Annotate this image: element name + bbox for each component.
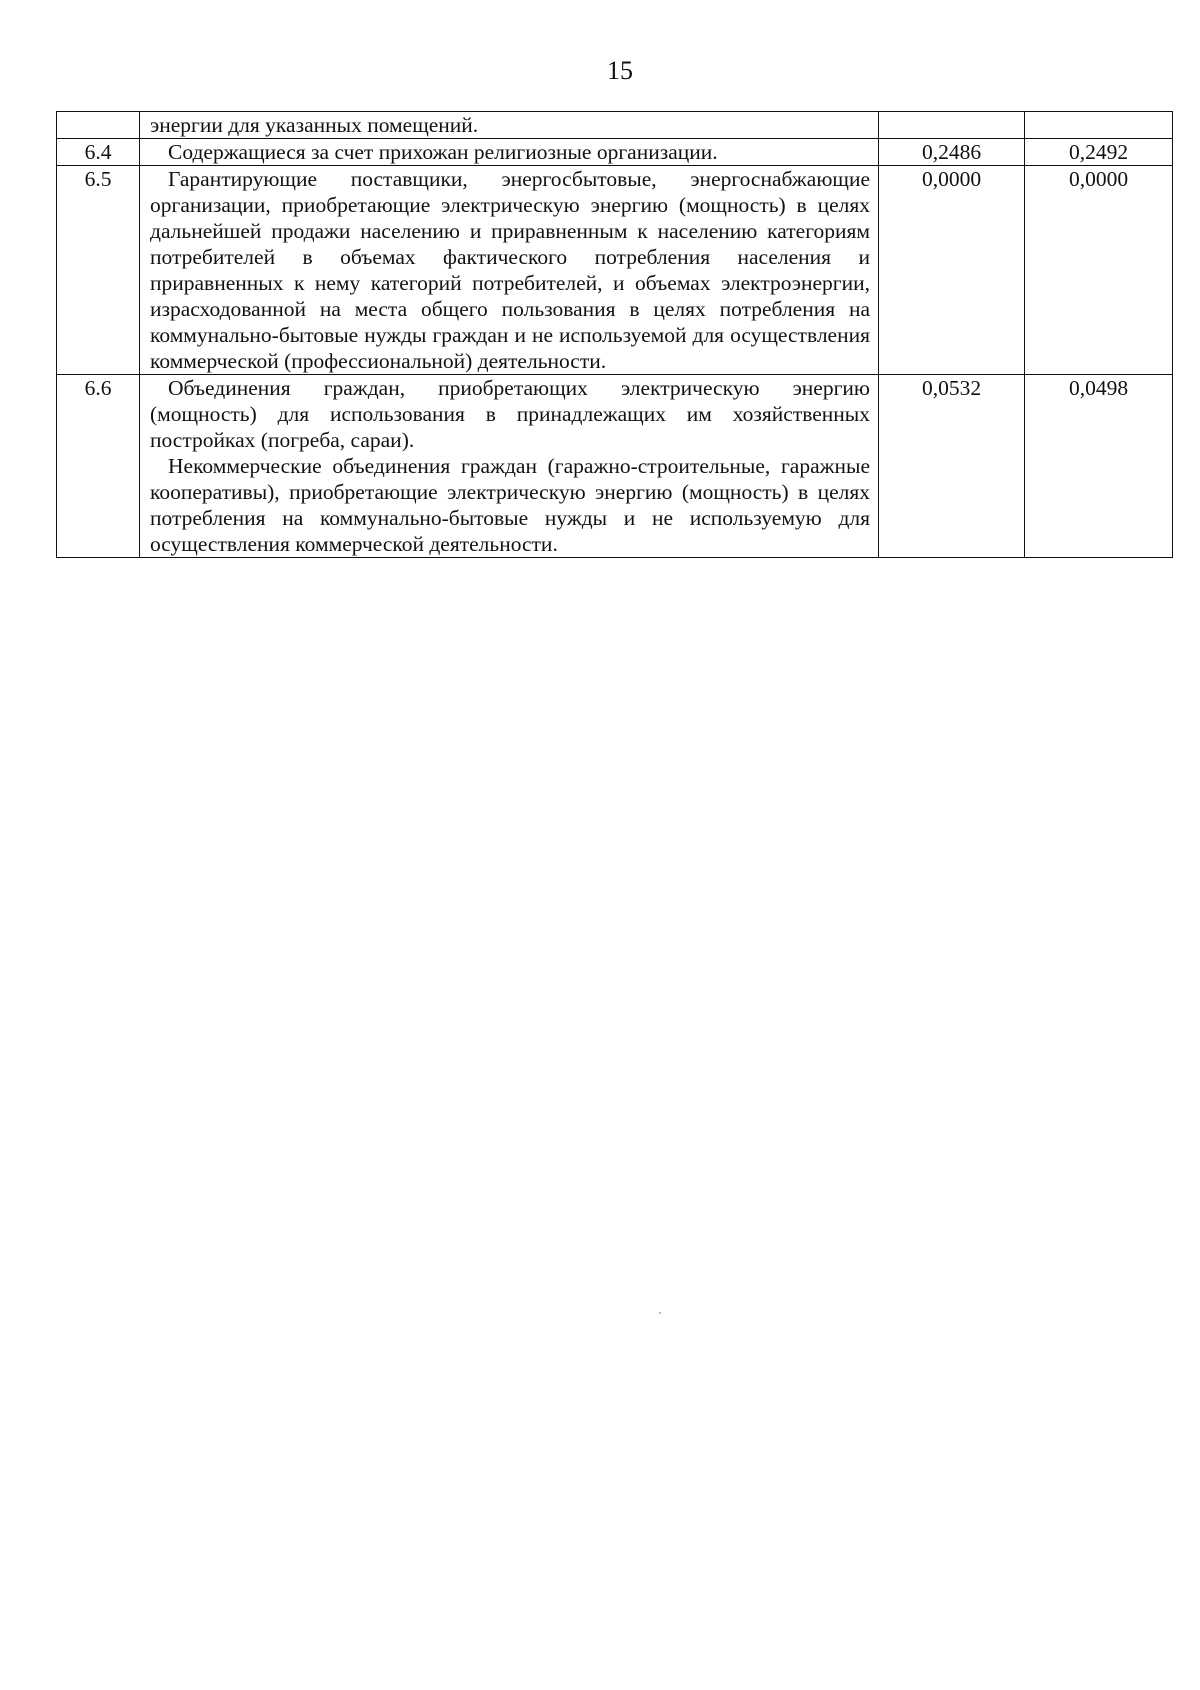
row-value-2: 0,0000: [1025, 166, 1173, 375]
row-value-1: 0,0532: [879, 375, 1025, 558]
row-description: [140, 375, 879, 558]
row-number: 6.4: [57, 139, 140, 166]
row-description: [140, 112, 879, 139]
row-value-1: [879, 112, 1025, 139]
table-row: [57, 112, 1173, 139]
description-paragraph: энергии для указанных помещений.: [150, 113, 479, 137]
description-paragraph: Гарантирующие поставщики, энергосбытовые, энергоснабжающие организации, приобретающие электрическую энергию (мощность) в целях дальнейшей продажи населению и приравненным к населению категориям потребителей в объемах фактического потребления населения и приравненных к нему категорий потребителей, и объемах электроэнергии, израсходованной на места общего пользования в целях потребления на коммунально-бытовые нужды граждан и не используемой для осуществления коммерческой (профессиональной) деятельности.: [150, 167, 870, 373]
row-value-1: 0,2486: [879, 139, 1025, 166]
table-row: [57, 375, 1173, 558]
row-value-1: 0,0000: [879, 166, 1025, 375]
table-row: [57, 139, 1173, 166]
row-number: 6.6: [57, 375, 140, 558]
table-row: [57, 166, 1173, 375]
row-value-2: 0,2492: [1025, 139, 1173, 166]
row-value-2: 0,0498: [1025, 375, 1173, 558]
scan-speck: [659, 1312, 661, 1314]
row-number: [57, 112, 140, 139]
row-description: [140, 166, 879, 375]
description-paragraph: Некоммерческие объединения граждан (гаражно-строительные, гаражные кооперативы), приобретающие электрическую энергию (мощность) в целях потребления на коммунально-бытовые нужды и не используемую для осуществления коммерческой деятельности.: [150, 454, 870, 556]
tariff-table: [56, 111, 1173, 558]
row-number: 6.5: [57, 166, 140, 375]
page-number: 15: [607, 56, 633, 85]
description-paragraph: Объединения граждан, приобретающих электрическую энергию (мощность) для использования в принадлежащих им хозяйственных постройках (погреба, сараи).: [150, 376, 870, 452]
description-paragraph: Содержащиеся за счет прихожан религиозные организации.: [168, 140, 718, 164]
row-description: [140, 139, 879, 166]
row-value-2: [1025, 112, 1173, 139]
